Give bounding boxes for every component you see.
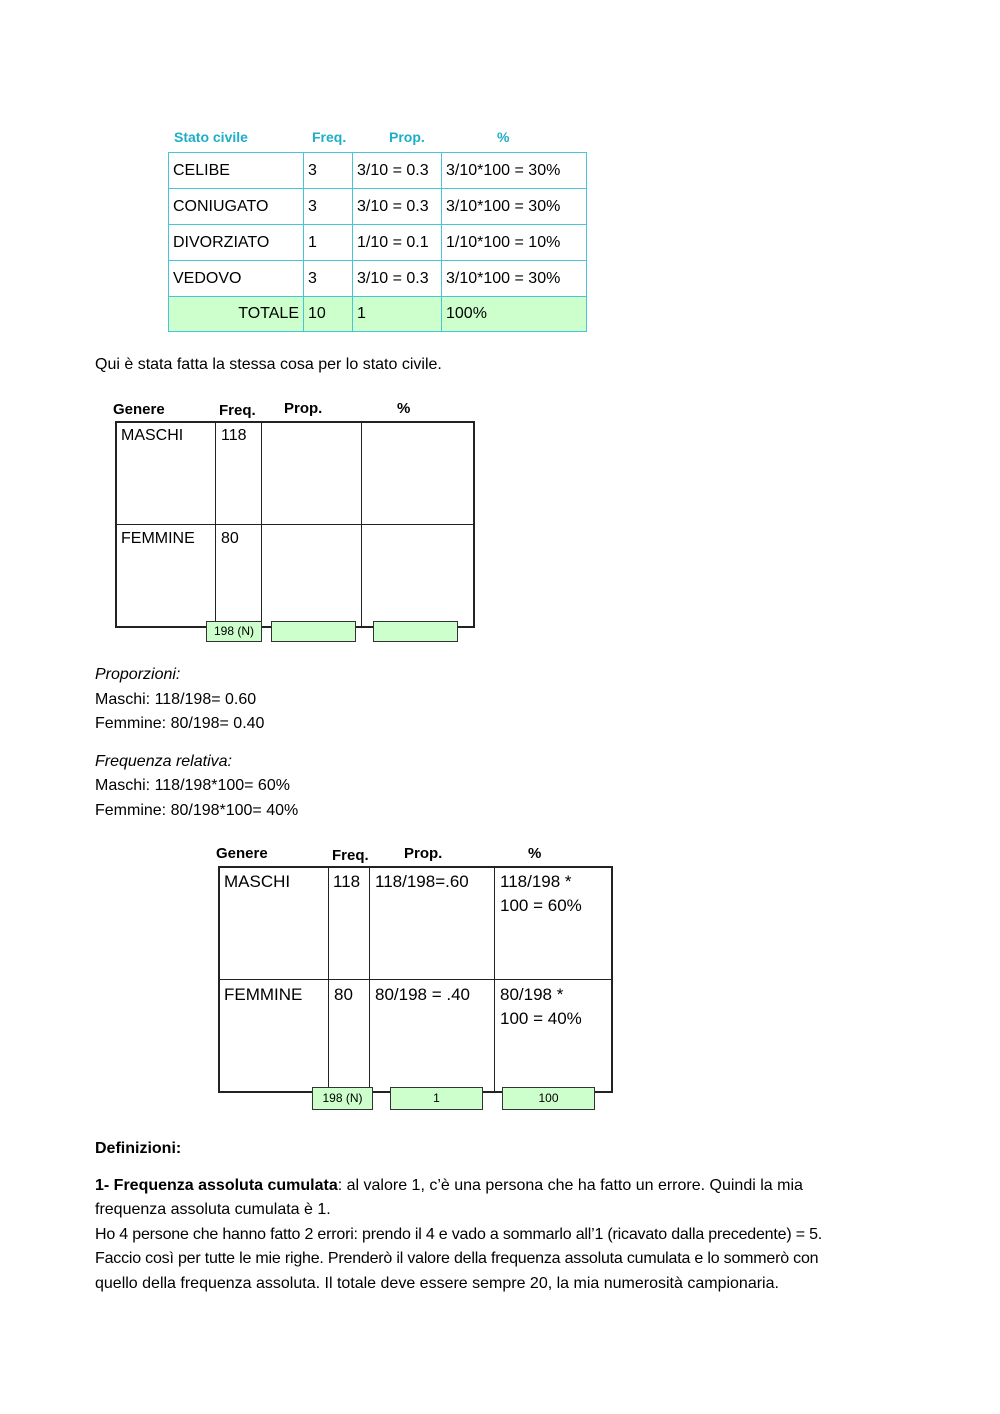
cell: 100%: [442, 297, 587, 332]
cell: 1: [353, 297, 442, 332]
total-freq-box: 198 (N): [312, 1087, 373, 1110]
cell: 10: [304, 297, 353, 332]
header-genere: Genere: [113, 401, 165, 418]
cell: MASCHI: [121, 427, 184, 444]
divider: [218, 979, 613, 980]
total-percent-box: [373, 621, 458, 642]
cell: 3/10*100 = 30%: [442, 261, 587, 297]
cell: 1: [304, 225, 353, 261]
header-percent: %: [528, 845, 542, 862]
header-prop: Prop.: [389, 129, 425, 145]
table-row: [169, 261, 587, 297]
text-line: Maschi: 118/198*100= 60%: [95, 777, 290, 794]
header-prop: Prop.: [404, 845, 443, 862]
total-prop-box: [271, 621, 356, 642]
cell: VEDOVO: [169, 261, 304, 297]
cell: DIVORZIATO: [169, 225, 304, 261]
text-line: Femmine: 80/198*100= 40%: [95, 802, 299, 819]
text-line: Maschi: 118/198= 0.60: [95, 691, 257, 708]
total-prop-box: 1: [390, 1087, 483, 1110]
cell: 80/198 *: [500, 985, 564, 1004]
cell: 1/10 = 0.1: [353, 225, 442, 261]
cell: 3: [304, 261, 353, 297]
total-row: [169, 297, 587, 332]
paragraph: Qui è stata fatta la stessa cosa per lo stato civile.: [95, 356, 442, 373]
cell: CELIBE: [169, 153, 304, 189]
definition-line: Faccio così per tutte le mie righe. Prenderò il valore della frequenza assoluta cumulata e lo sommerò con: [95, 1250, 819, 1267]
cell: 3: [304, 189, 353, 225]
cell: 118: [333, 872, 361, 891]
cell: FEMMINE: [121, 530, 195, 547]
cell: FEMMINE: [224, 985, 303, 1004]
cell: 3: [304, 153, 353, 189]
cell: 118/198 *: [500, 872, 572, 891]
definition-line: quello della frequenza assoluta. Il totale deve essere sempre 20, la mia numerosità campionaria.: [95, 1275, 779, 1292]
definition-line: [95, 1174, 803, 1199]
proporzioni-heading: Proporzioni:: [95, 666, 181, 683]
definition-line: Ho 4 persone che hanno fatto 2 errori: prendo il 4 e vado a sommarlo all’1 (ricavato dalla precedente) = 5.: [95, 1226, 823, 1243]
cell: 100 = 40%: [500, 1009, 582, 1028]
definizioni-heading: Definizioni:: [95, 1140, 182, 1157]
cell: 1/10*100 = 10%: [442, 225, 587, 261]
cell: 80/198 = .40: [375, 985, 471, 1004]
total-percent-box: 100: [502, 1087, 595, 1110]
cell: 3/10 = 0.3: [353, 261, 442, 297]
header-freq: Freq.: [219, 402, 256, 419]
header-prop: Prop.: [284, 400, 323, 417]
divider: [115, 524, 475, 525]
total-freq-box: 198 (N): [206, 621, 262, 642]
header-stato-civile: Stato civile: [174, 129, 248, 145]
cell: 3/10 = 0.3: [353, 189, 442, 225]
header-percent: %: [397, 400, 411, 417]
definition-text: : al valore 1, c’è una persona che ha fatto un errore. Quindi la mia: [337, 1177, 803, 1194]
cell: 118: [221, 427, 247, 444]
definition-term: 1- Frequenza assoluta cumulata: [95, 1177, 338, 1194]
cell: 3/10*100 = 30%: [442, 189, 587, 225]
frequenza-heading: Frequenza relativa:: [95, 753, 232, 770]
cell: CONIUGATO: [169, 189, 304, 225]
cell: 3/10*100 = 30%: [442, 153, 587, 189]
cell: 3/10 = 0.3: [353, 153, 442, 189]
header-genere: Genere: [216, 845, 268, 862]
table-row: [169, 153, 587, 189]
header-freq: Freq.: [332, 847, 369, 864]
cell: 80: [221, 530, 239, 547]
table-row: [169, 225, 587, 261]
table-row: [169, 189, 587, 225]
definition-line: frequenza assoluta cumulata è 1.: [95, 1201, 331, 1218]
cell: MASCHI: [224, 872, 291, 891]
header-freq: Freq.: [312, 129, 347, 145]
cell: 118/198=.60: [375, 872, 469, 891]
text-line: Femmine: 80/198= 0.40: [95, 715, 265, 732]
stato-civile-table: [168, 152, 587, 332]
cell: TOTALE: [169, 297, 304, 332]
cell: 80: [334, 985, 353, 1004]
header-percent: %: [497, 129, 510, 145]
cell: 100 = 60%: [500, 896, 582, 915]
